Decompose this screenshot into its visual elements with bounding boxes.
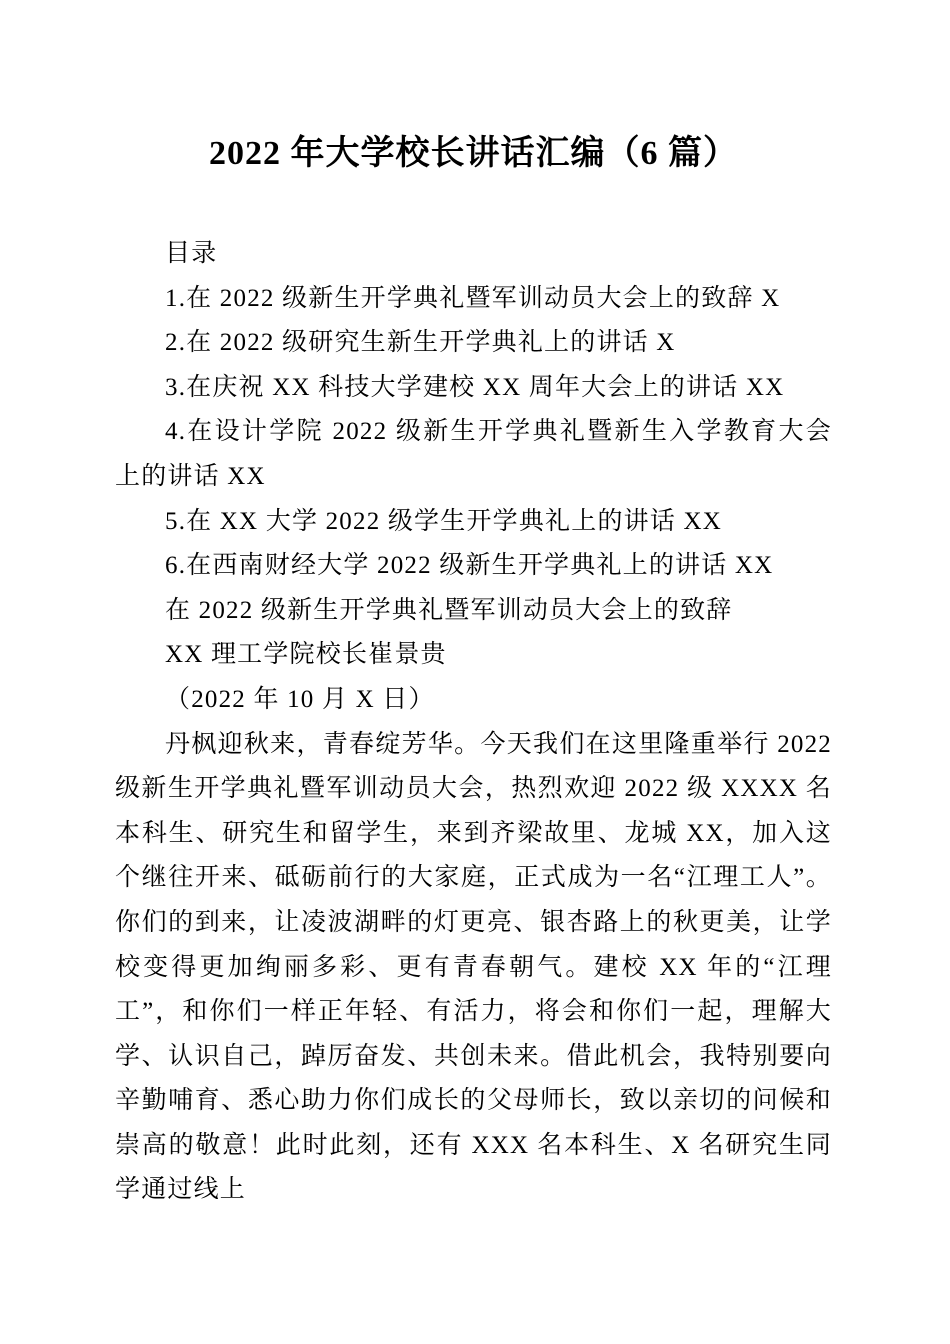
article-date: （2022 年 10 月 X 日） — [165, 685, 435, 713]
document-content — [115, 0, 832, 1213]
toc-item-6: 6.在西南财经大学 2022 级新生开学典礼上的讲话 XX — [165, 552, 774, 580]
article-author: XX 理工学院校长崔景贵 — [165, 641, 447, 669]
toc-item-4: 4.在设计学院 2022 级新生开学典礼暨新生入学教育大会上的讲话 XX — [115, 418, 832, 490]
toc-item-3: 3.在庆祝 XX 科技大学建校 XX 周年大会上的讲话 XX — [165, 373, 785, 401]
toc-heading: 目录 — [165, 240, 218, 267]
article-title: 在 2022 级新生开学典礼暨军训动员大会上的致辞 — [165, 596, 733, 624]
toc-item-5: 5.在 XX 大学 2022 级学生开学典礼上的讲话 XX — [165, 507, 723, 535]
document-title: 2022 年大学校长讲话汇编（6 篇） — [209, 135, 738, 172]
toc-item-2: 2.在 2022 级研究生新生开学典礼上的讲话 X — [165, 329, 676, 357]
article-body-paragraph: 丹枫迎秋来，青春绽芳华。今天我们在这里隆重举行 2022 级新生开学典礼暨军训动员大会，热烈欢迎 2022 级 XXXX 名本科生、研究生和留学生，来到齐梁故里、龙城 XX，加入这个继往开来、砥砺前行的大家庭，正式成为一名“江理工人”。你们的到来，让凌波湖畔的灯更亮、银杏路上的秋更美，让学校变得更加绚丽多彩、更有青春朝气。建校 XX 年的“江理工”，和你们一样正年轻、有活力，将会和你们一起，理解大学、认识自己，踔厉奋发、共创未来。借此机会，我特别要向辛勤哺育、悉心助力你们成长的父母师长，致以亲切的问候和崇高的敬意！此时此刻，还有 XXX 名本科生、X 名研究生同学通过线上 — [115, 730, 832, 1204]
toc-item-1: 1.在 2022 级新生开学典礼暨军训动员大会上的致辞 X — [165, 284, 781, 312]
